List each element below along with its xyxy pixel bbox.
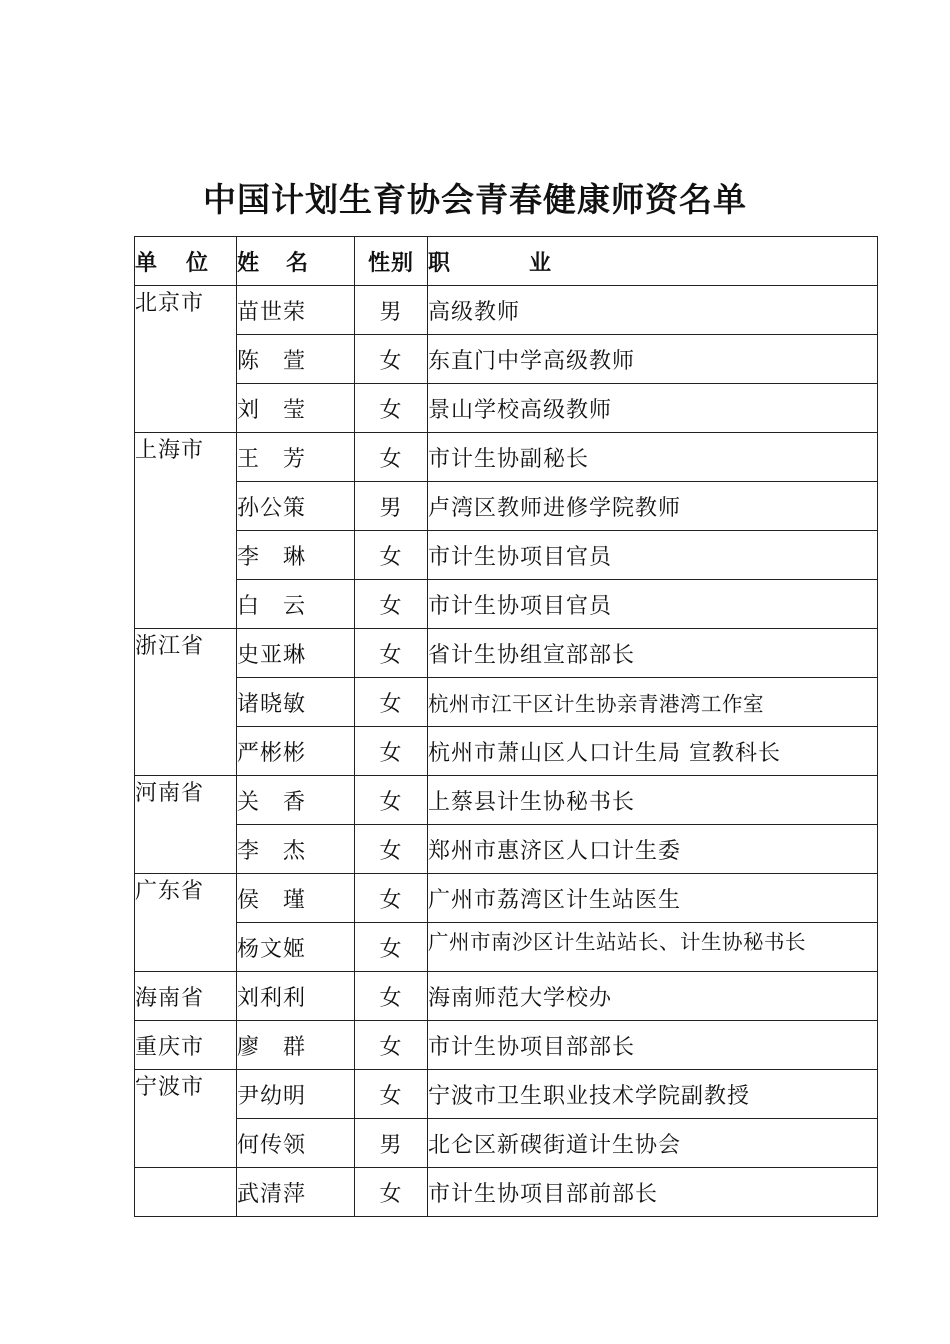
job-cell: 景山学校高级教师 bbox=[428, 384, 878, 433]
job-cell: 广州市南沙区计生站站长、计生协秘书长 bbox=[428, 923, 878, 972]
name-cell: 刘 莹 bbox=[237, 384, 355, 433]
job-cell: 郑州市惠济区人口计生委 bbox=[428, 825, 878, 874]
job-cell: 上蔡县计生协秘书长 bbox=[428, 776, 878, 825]
unit-cell: 海南省 bbox=[135, 972, 237, 1021]
name-cell: 尹幼明 bbox=[237, 1070, 355, 1119]
job-cell: 市计生协副秘长 bbox=[428, 433, 878, 482]
sex-cell: 女 bbox=[355, 1070, 428, 1119]
table-row bbox=[135, 433, 878, 482]
name-cell: 孙公策 bbox=[237, 482, 355, 531]
table-row bbox=[135, 335, 878, 384]
header-unit: 单 位 bbox=[135, 237, 237, 286]
table-row bbox=[135, 286, 878, 335]
table-row bbox=[135, 482, 878, 531]
header-name: 姓 名 bbox=[237, 237, 355, 286]
unit-cell: 北京市 bbox=[135, 286, 237, 433]
job-cell: 北仑区新碶街道计生协会 bbox=[428, 1119, 878, 1168]
name-cell: 李 琳 bbox=[237, 531, 355, 580]
job-cell: 杭州市萧山区人口计生局 宣教科长 bbox=[428, 727, 878, 776]
job-cell: 宁波市卫生职业技术学院副教授 bbox=[428, 1070, 878, 1119]
job-cell: 杭州市江干区计生协亲青港湾工作室 bbox=[428, 678, 878, 727]
roster-table bbox=[134, 236, 878, 1217]
job-cell: 市计生协项目部部长 bbox=[428, 1021, 878, 1070]
unit-cell: 上海市 bbox=[135, 433, 237, 629]
name-cell: 诸晓敏 bbox=[237, 678, 355, 727]
name-cell: 白 云 bbox=[237, 580, 355, 629]
job-cell: 市计生协项目官员 bbox=[428, 580, 878, 629]
header-row bbox=[135, 237, 878, 286]
table-row bbox=[135, 1070, 878, 1119]
table-row bbox=[135, 1168, 878, 1217]
header-job: 职 业 bbox=[428, 237, 878, 286]
name-cell: 廖 群 bbox=[237, 1021, 355, 1070]
document-title: 中国计划生育协会青春健康师资名单 bbox=[203, 180, 747, 219]
table-row bbox=[135, 580, 878, 629]
job-cell: 市计生协项目官员 bbox=[428, 531, 878, 580]
roster-body bbox=[135, 286, 878, 1217]
sex-cell: 女 bbox=[355, 1168, 428, 1217]
table-row bbox=[135, 629, 878, 678]
sex-cell: 女 bbox=[355, 433, 428, 482]
sex-cell: 女 bbox=[355, 923, 428, 972]
table-row bbox=[135, 531, 878, 580]
sex-cell: 男 bbox=[355, 482, 428, 531]
sex-cell: 男 bbox=[355, 1119, 428, 1168]
sex-cell: 女 bbox=[355, 825, 428, 874]
name-cell: 何传领 bbox=[237, 1119, 355, 1168]
table-row bbox=[135, 384, 878, 433]
job-cell: 海南师范大学校办 bbox=[428, 972, 878, 1021]
table-row bbox=[135, 825, 878, 874]
sex-cell: 女 bbox=[355, 678, 428, 727]
name-cell: 侯 瑾 bbox=[237, 874, 355, 923]
job-cell: 市计生协项目部前部长 bbox=[428, 1168, 878, 1217]
unit-cell bbox=[135, 1168, 237, 1217]
sex-cell: 女 bbox=[355, 531, 428, 580]
unit-cell: 河南省 bbox=[135, 776, 237, 874]
unit-cell: 广东省 bbox=[135, 874, 237, 972]
header-sex: 性别 bbox=[355, 237, 428, 286]
table-row bbox=[135, 923, 878, 972]
sex-cell: 女 bbox=[355, 335, 428, 384]
name-cell: 陈 萱 bbox=[237, 335, 355, 384]
table-row bbox=[135, 776, 878, 825]
job-cell: 高级教师 bbox=[428, 286, 878, 335]
table-row bbox=[135, 1119, 878, 1168]
name-cell: 武清萍 bbox=[237, 1168, 355, 1217]
job-cell: 广州市荔湾区计生站医生 bbox=[428, 874, 878, 923]
table-row bbox=[135, 727, 878, 776]
name-cell: 史亚琳 bbox=[237, 629, 355, 678]
name-cell: 严彬彬 bbox=[237, 727, 355, 776]
sex-cell: 女 bbox=[355, 727, 428, 776]
table-row bbox=[135, 874, 878, 923]
job-cell: 东直门中学高级教师 bbox=[428, 335, 878, 384]
name-cell: 杨文姬 bbox=[237, 923, 355, 972]
job-cell: 省计生协组宣部部长 bbox=[428, 629, 878, 678]
name-cell: 刘利利 bbox=[237, 972, 355, 1021]
sex-cell: 女 bbox=[355, 874, 428, 923]
unit-cell: 浙江省 bbox=[135, 629, 237, 776]
table-row bbox=[135, 972, 878, 1021]
sex-cell: 女 bbox=[355, 384, 428, 433]
name-cell: 关 香 bbox=[237, 776, 355, 825]
unit-cell: 宁波市 bbox=[135, 1070, 237, 1168]
sex-cell: 女 bbox=[355, 776, 428, 825]
sex-cell: 男 bbox=[355, 286, 428, 335]
unit-cell: 重庆市 bbox=[135, 1021, 237, 1070]
table-row bbox=[135, 1021, 878, 1070]
sex-cell: 女 bbox=[355, 972, 428, 1021]
sex-cell: 女 bbox=[355, 580, 428, 629]
name-cell: 王 芳 bbox=[237, 433, 355, 482]
job-cell: 卢湾区教师进修学院教师 bbox=[428, 482, 878, 531]
sex-cell: 女 bbox=[355, 1021, 428, 1070]
table-row bbox=[135, 678, 878, 727]
name-cell: 李 杰 bbox=[237, 825, 355, 874]
sex-cell: 女 bbox=[355, 629, 428, 678]
name-cell: 苗世荣 bbox=[237, 286, 355, 335]
